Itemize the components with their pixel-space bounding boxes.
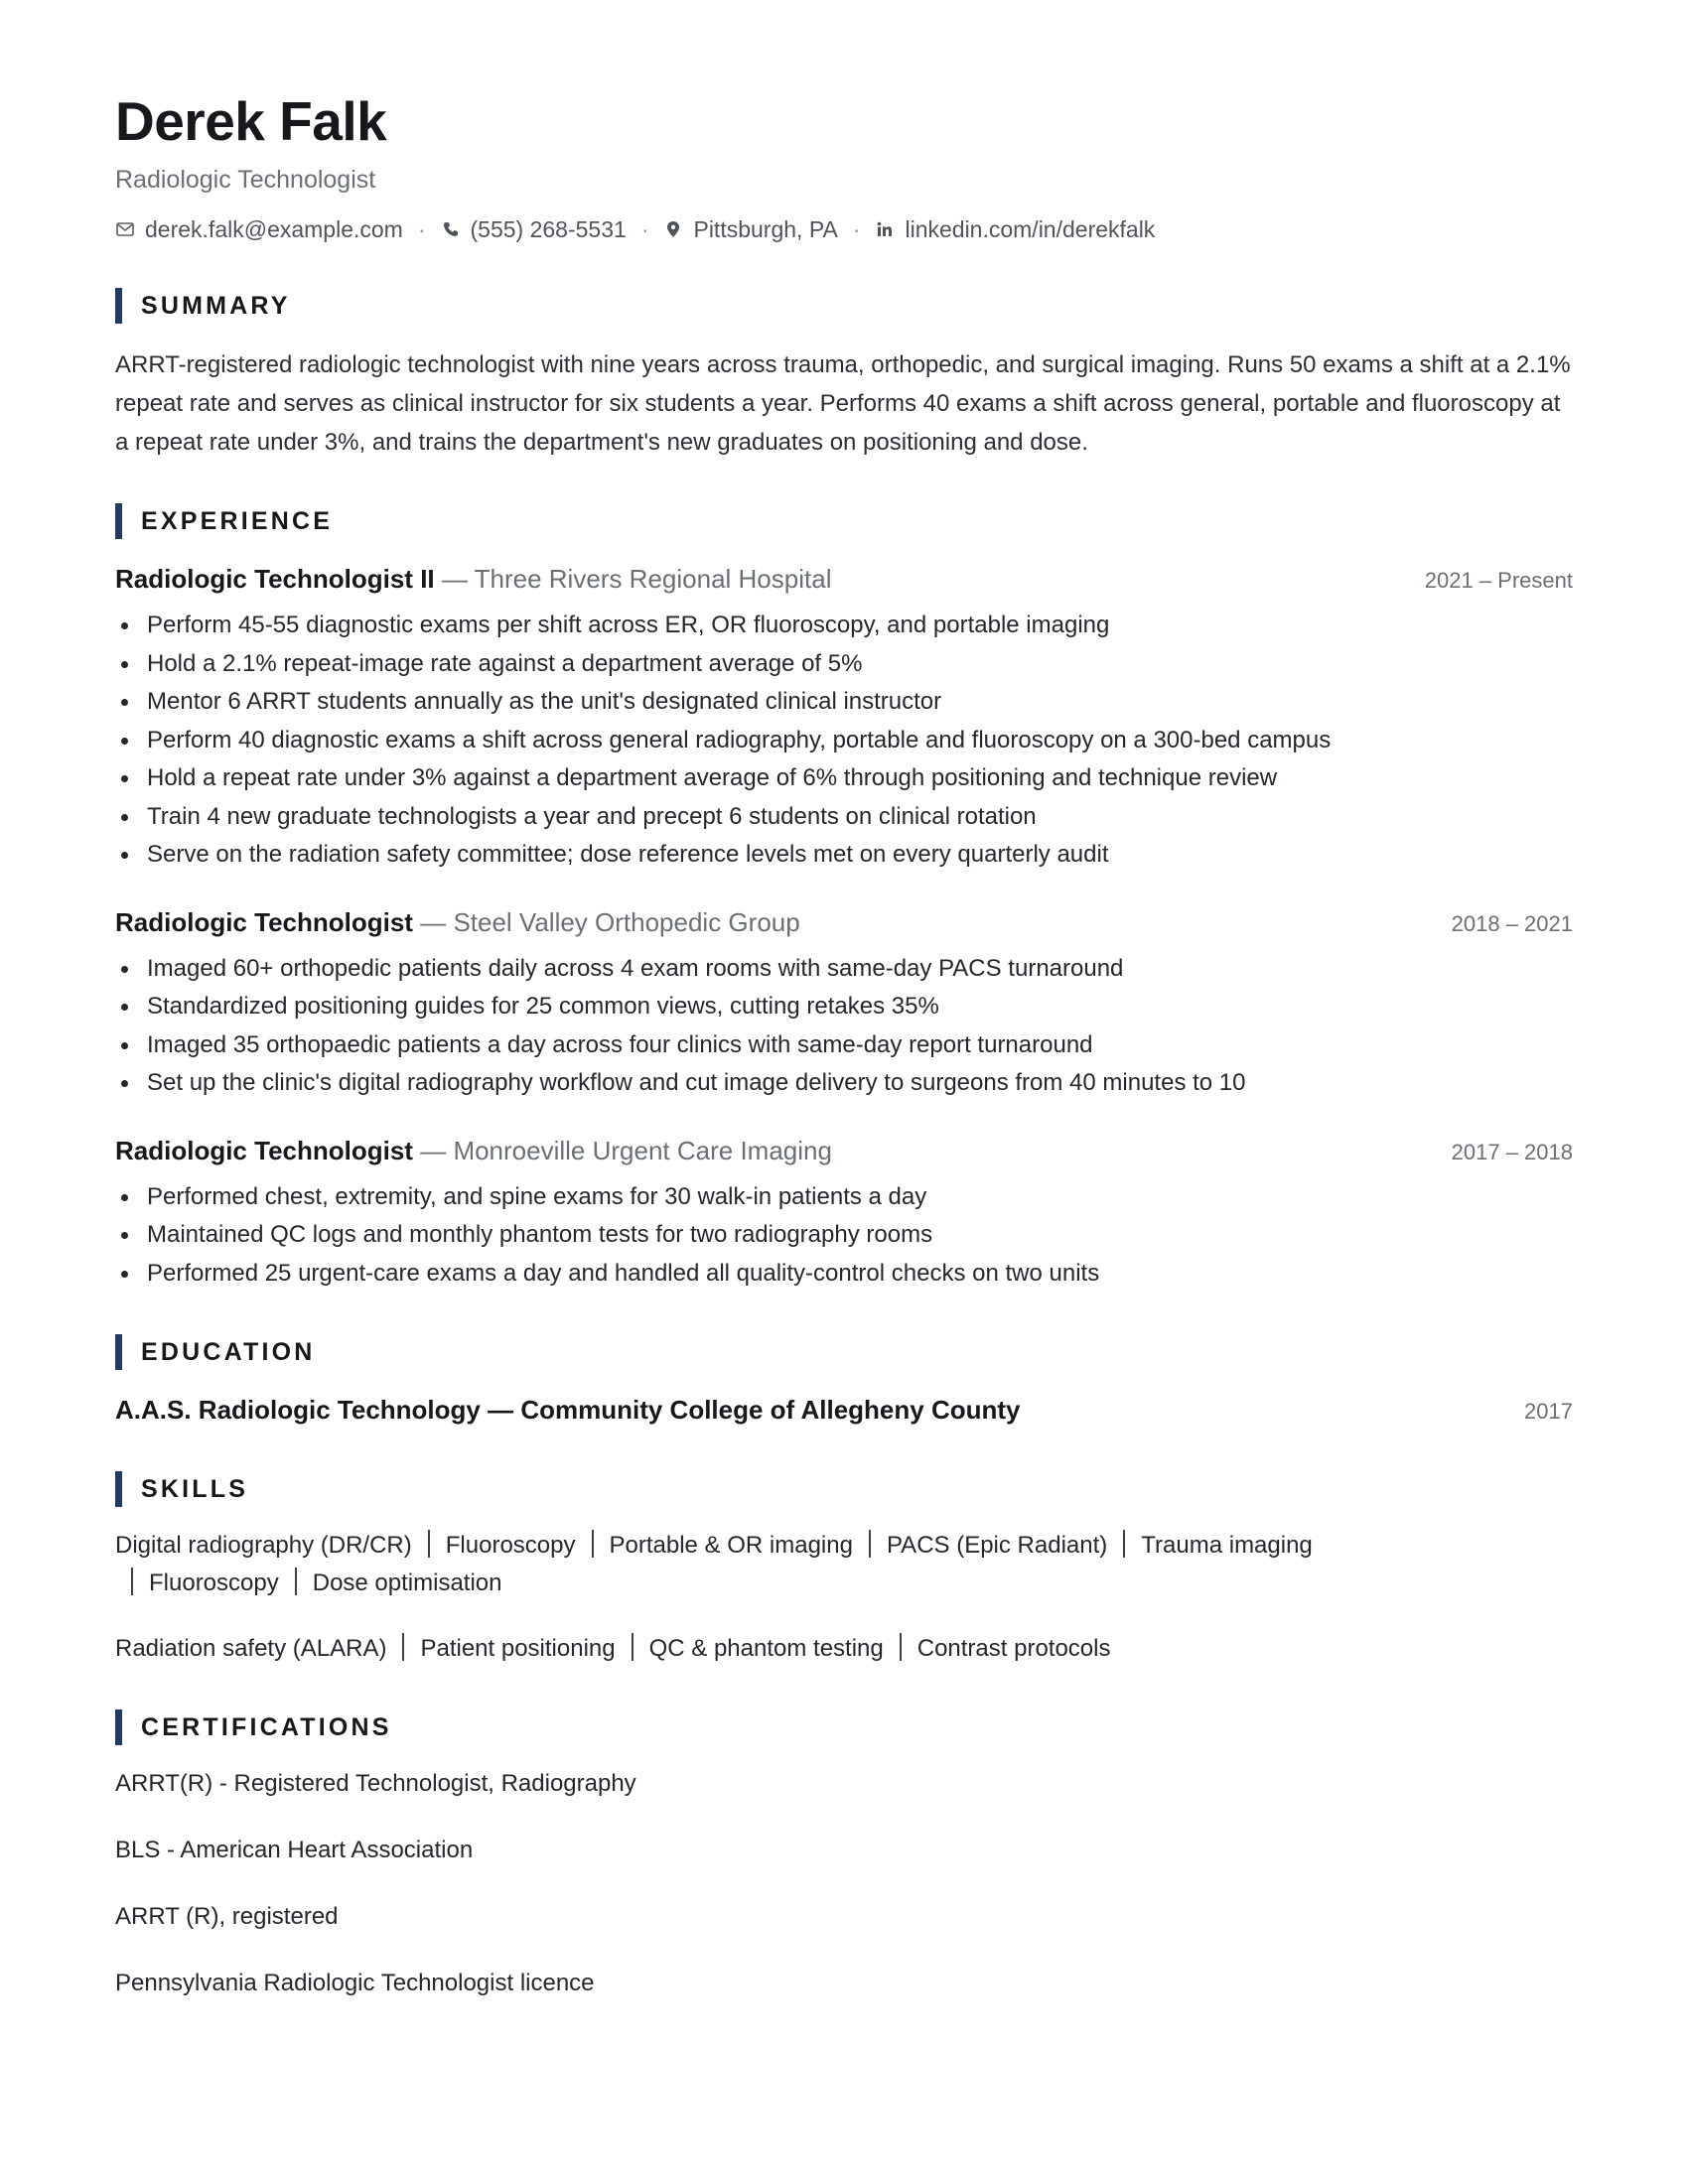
certifications-section [115,1709,1573,2002]
skill-item: QC & phantom testing [648,1635,884,1662]
job-bullet: Standardized positioning guides for 25 common views, cutting retakes 35% [115,988,1573,1026]
skill-divider [295,1568,297,1595]
resume-header [115,85,1573,246]
certification-item: ARRT (R), registered [115,1903,339,1930]
section-accent-bar [115,503,122,539]
section-title-certifications: CERTIFICATIONS [141,1712,392,1741]
job-dates: 2018 – 2021 [1451,910,1573,936]
job-dash: — [420,1135,447,1165]
job-bullet: Serve on the radiation safety committee; dose reference levels met on every quarterly audit [115,836,1573,875]
skill-item: Fluoroscopy [445,1532,576,1559]
linkedin-text: linkedin.com/in/derekfalk [905,216,1156,242]
job-bullet: Maintained QC logs and monthly phantom tests for two radiography rooms [115,1216,1573,1255]
certification-item: ARRT(R) - Registered Technologist, Radiography [115,1770,636,1797]
skill-divider [900,1633,902,1661]
skill-item: Digital radiography (DR/CR) [115,1532,412,1559]
education-year: 2017 [1524,1399,1573,1424]
skill-item: PACS (Epic Radiant) [886,1532,1108,1559]
location-text: Pittsburgh, PA [693,216,838,242]
section-heading [115,288,1573,324]
contact-separator: · [417,216,426,242]
education-section [115,1334,1573,1430]
job-bullet: Perform 45-55 diagnostic exams per shift across ER, OR fluoroscopy, and portable imaging [115,607,1573,645]
skill-item: Contrast protocols [916,1635,1111,1662]
job-bullets [115,607,1573,875]
job-header [115,1133,1573,1170]
job-bullet: Set up the clinic's digital radiography workflow and cut image delivery to surgeons from 40 minutes to 10 [115,1064,1573,1103]
skill-divider [1123,1530,1125,1558]
linkedin-icon [875,219,895,239]
contact-phone[interactable] [441,212,627,246]
section-heading [115,1471,1573,1507]
job-bullet: Hold a 2.1% repeat-image rate against a department average of 5% [115,645,1573,684]
job-role: Radiologic Technologist [115,906,413,937]
skill-item: Fluoroscopy [149,1570,279,1596]
job-bullet: Perform 40 diagnostic exams a shift across general radiography, portable and fluoroscopy on a 300-bed campus [115,722,1573,760]
skill-divider [869,1530,871,1558]
skills-section [115,1471,1573,1668]
section-title-skills: SKILLS [141,1474,249,1503]
job-organization: Steel Valley Orthopedic Group [453,906,800,937]
job-bullet: Train 4 new graduate technologists a year and precept 6 students on clinical rotation [115,798,1573,837]
section-accent-bar [115,1471,122,1507]
skill-item: Portable & OR imaging [609,1532,853,1559]
section-accent-bar [115,1334,122,1370]
section-heading [115,1334,1573,1370]
skill-item: Radiation safety (ALARA) [115,1635,387,1662]
job-entry [115,561,1573,875]
job-dates: 2021 – Present [1424,568,1573,593]
skill-divider [428,1530,430,1558]
education-degree: A.A.S. Radiologic Technology — Community College of Allegheny County [115,1395,1021,1425]
job-organization: Three Rivers Regional Hospital [474,564,832,594]
job-dash: — [420,906,447,937]
certification-item: BLS - American Heart Association [115,1837,474,1863]
contact-location [663,212,837,246]
job-entry [115,904,1573,1103]
skills-group [115,1527,1336,1602]
job-entry [115,1133,1573,1294]
contact-line [115,212,1573,246]
job-header [115,904,1573,942]
contact-separator: · [852,216,861,242]
phone-text: (555) 268-5531 [470,216,627,242]
section-accent-bar [115,1709,122,1745]
envelope-icon [115,219,135,239]
section-title-summary: SUMMARY [141,291,291,320]
job-bullets [115,1178,1573,1294]
skill-item: Trauma imaging [1141,1532,1313,1559]
job-bullet: Mentor 6 ARRT students annually as the unit's designated clinical instructor [115,683,1573,722]
job-bullet: Performed 25 urgent-care exams a day and handled all quality-control checks on two units [115,1255,1573,1294]
map-pin-icon [663,219,683,239]
skill-item: Dose optimisation [312,1570,502,1596]
section-title-education: EDUCATION [141,1337,316,1366]
experience-section [115,503,1573,1293]
job-dates: 2017 – 2018 [1451,1139,1573,1164]
job-bullet: Imaged 60+ orthopedic patients daily across 4 exam rooms with same-day PACS turnaround [115,950,1573,989]
section-heading [115,503,1573,539]
job-dash: — [441,564,468,594]
job-organization: Monroeville Urgent Care Imaging [453,1135,832,1165]
skills-group [115,1630,1336,1668]
summary-text: ARRT-registered radiologic technologist with nine years across trauma, orthopedic, and surgical imaging. Runs 50 exams a shift at a 2.1% repeat rate and serves as clinical instructor for six students a year. Performs 40 exams a shift across general, portable and fluoroscopy at a repeat rate under 3%, and trains the department's new graduates on positioning and dose. [115,351,1571,456]
candidate-title: Radiologic Technologist [115,166,376,194]
job-bullet: Performed chest, extremity, and spine exams for 30 walk-in patients a day [115,1178,1573,1217]
job-bullet: Imaged 35 orthopaedic patients a day across four clinics with same-day report turnaround [115,1026,1573,1065]
contact-email[interactable] [115,212,403,246]
skill-divider [592,1530,594,1558]
job-role: Radiologic Technologist [115,1135,413,1165]
phone-icon [441,219,461,239]
skill-divider [402,1633,404,1661]
summary-section [115,288,1573,462]
skill-divider [131,1568,133,1595]
candidate-name: Derek Falk [115,90,387,152]
contact-linkedin[interactable] [875,212,1155,246]
certification-item: Pennsylvania Radiologic Technologist licence [115,1970,595,1996]
job-bullet: Hold a repeat rate under 3% against a department average of 6% through positioning and technique review [115,759,1573,798]
section-heading [115,1709,1573,1745]
skill-divider [632,1633,633,1661]
job-role: Radiologic Technologist II [115,564,435,594]
job-bullets [115,950,1573,1103]
email-text: derek.falk@example.com [145,216,403,242]
education-entry [115,1392,1573,1430]
section-title-experience: EXPERIENCE [141,506,334,535]
contact-separator: · [640,216,649,242]
job-header [115,561,1573,599]
skill-item: Patient positioning [420,1635,616,1662]
section-accent-bar [115,288,122,324]
